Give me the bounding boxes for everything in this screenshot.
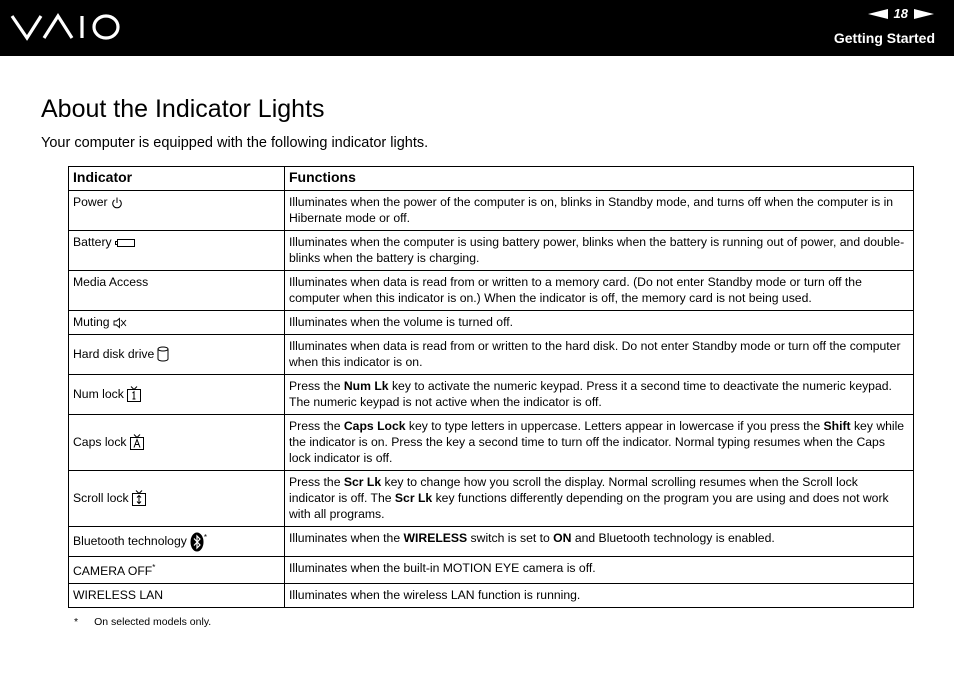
- page-title: About the Indicator Lights: [41, 95, 325, 123]
- power-icon: [111, 197, 123, 209]
- bluetooth-icon: [190, 532, 204, 552]
- table-row: [69, 231, 914, 271]
- footnote-mark: *: [152, 562, 156, 572]
- function-cell: Press the Num Lk key to activate the numeric keypad. Press it a second time to deactivate the numeric keypad. The numeric keypad is not active when the indicator is off.: [285, 375, 914, 415]
- table-row: [69, 311, 914, 335]
- indicator-cell: [69, 311, 285, 335]
- function-cell: Illuminates when data is read from or written to a memory card. (Do not enter Standby mode or turn off the computer when this indicator is on.) When the indicator is off, the memory card is not being used.: [285, 271, 914, 311]
- indicator-label: CAMERA OFF: [73, 563, 153, 578]
- battery-icon: [115, 238, 135, 248]
- function-cell: Illuminates when the volume is turned off.: [285, 311, 914, 335]
- footnote-mark: *: [74, 616, 79, 628]
- caps-lock-icon: [130, 434, 144, 450]
- function-cell: Illuminates when the power of the computer is on, blinks in Standby mode, and turns off when the computer is in Hibernate mode or off.: [285, 191, 914, 231]
- previous-page-icon[interactable]: [868, 9, 888, 19]
- indicator-cell: [69, 556, 285, 583]
- function-cell: Illuminates when the wireless LAN function is running.: [285, 583, 914, 607]
- indicator-label: Bluetooth technology: [73, 534, 187, 549]
- page-header: [0, 0, 954, 56]
- table-header-row: [69, 167, 914, 191]
- indicator-cell: WIRELESS LAN: [69, 583, 285, 607]
- table-row: [69, 471, 914, 527]
- hard-disk-icon: [157, 346, 169, 362]
- indicator-cell: [69, 415, 285, 471]
- footnote: [74, 616, 211, 628]
- page-number: 18: [893, 6, 908, 21]
- indicator-table: [68, 166, 914, 608]
- num-lock-icon: [127, 386, 141, 402]
- indicator-label: Muting: [73, 315, 110, 329]
- page-navigation: [868, 6, 934, 21]
- indicator-label: Hard disk drive: [73, 346, 155, 361]
- table-row: [69, 556, 914, 583]
- footnote-text: On selected models only.: [94, 616, 212, 628]
- function-cell: Press the Scr Lk key to change how you scroll the display. Normal scrolling resumes when the Scroll lock indicator is off. The Scr Lk key functions differently depending on the program you are using and does not work with all programs.: [285, 471, 914, 527]
- intro-text: Your computer is equipped with the following indicator lights.: [41, 135, 429, 151]
- column-header-functions: Functions: [285, 167, 914, 191]
- table-row: [69, 191, 914, 231]
- section-title: Getting Started: [833, 30, 935, 46]
- function-cell: Press the Caps Lock key to type letters in uppercase. Letters appear in lowercase if you press the Shift key while the indicator is on. Press the key a second time to turn off the indicator. Normal typing resumes when the Caps lock indicator is off.: [285, 415, 914, 471]
- indicator-cell: [69, 335, 285, 375]
- indicator-cell: [69, 527, 285, 557]
- table-row: [69, 415, 914, 471]
- function-cell: Illuminates when data is read from or written to the hard disk. Do not enter Standby mode or turn off the computer when this indicator is on.: [285, 335, 914, 375]
- indicator-cell: [69, 471, 285, 527]
- indicator-label: Power: [73, 195, 108, 209]
- table-row: [69, 271, 914, 311]
- mute-icon: [113, 317, 127, 329]
- indicator-cell: [69, 191, 285, 231]
- column-header-indicator: Indicator: [69, 167, 285, 191]
- indicator-label: Battery: [73, 235, 112, 249]
- table-row: [69, 527, 914, 557]
- vaio-logo-icon: [10, 10, 122, 44]
- scroll-lock-icon: [132, 490, 146, 506]
- footnote-mark: *: [203, 533, 207, 542]
- next-page-icon[interactable]: [914, 9, 934, 19]
- indicator-cell: [69, 231, 285, 271]
- function-cell: Illuminates when the WIRELESS switch is set to ON and Bluetooth technology is enabled.: [285, 527, 914, 557]
- indicator-label: Scroll lock: [73, 490, 129, 505]
- table-row: [69, 335, 914, 375]
- indicator-cell: Media Access: [69, 271, 285, 311]
- function-cell: Illuminates when the computer is using battery power, blinks when the battery is running out of power, and double-blinks when the battery is charging.: [285, 231, 914, 271]
- function-cell: Illuminates when the built-in MOTION EYE camera is off.: [285, 556, 914, 583]
- indicator-cell: [69, 375, 285, 415]
- indicator-label: Caps lock: [73, 434, 127, 449]
- indicator-label: Num lock: [73, 386, 124, 401]
- table-row: [69, 583, 914, 607]
- table-row: [69, 375, 914, 415]
